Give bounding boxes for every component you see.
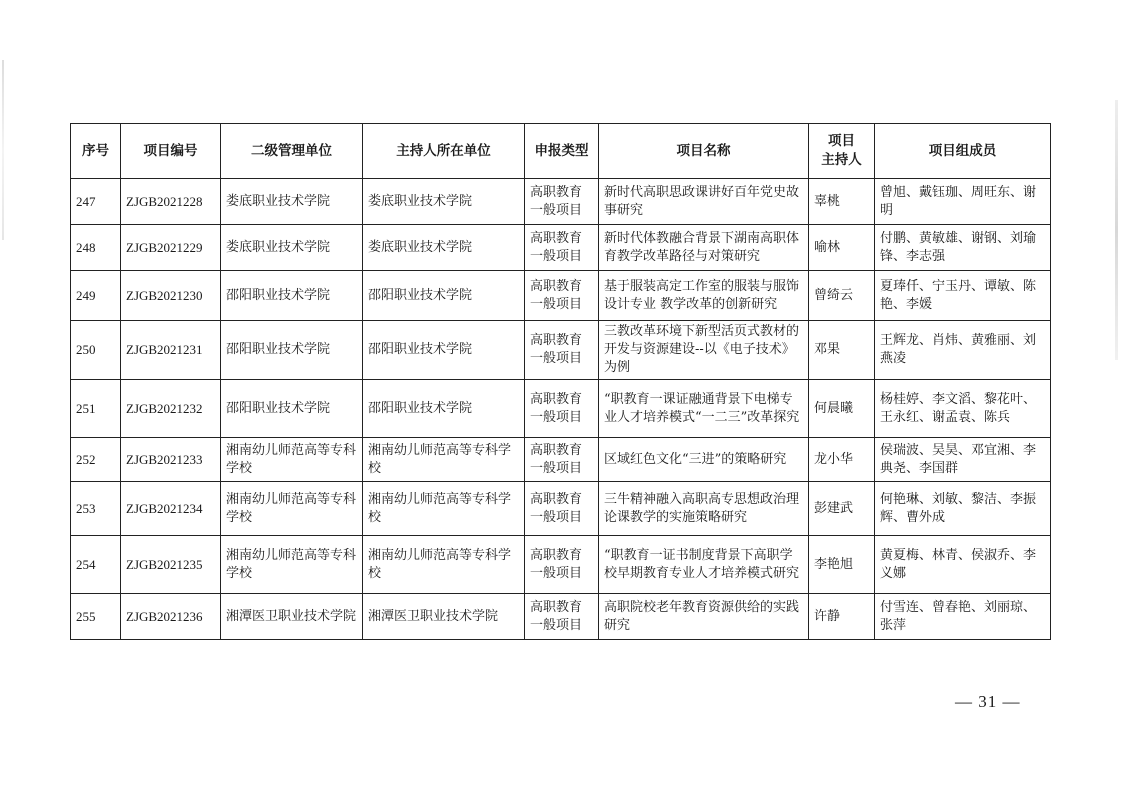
cell-code: ZJGB2021231 xyxy=(121,321,221,380)
cell-code: ZJGB2021235 xyxy=(121,536,221,594)
cell-members: 黄夏梅、林青、侯淑乔、李义娜 xyxy=(875,536,1051,594)
table-row xyxy=(71,225,1051,271)
cell-no: 252 xyxy=(71,438,121,482)
header-unit: 二级管理单位 xyxy=(221,124,363,179)
cell-members: 曾旭、戴钰珈、周旺东、谢明 xyxy=(875,179,1051,225)
cell-unit: 湘潭医卫职业技术学院 xyxy=(221,594,363,640)
cell-host: 许静 xyxy=(809,594,875,640)
cell-code: ZJGB2021236 xyxy=(121,594,221,640)
cell-type: 高职教育 一般项目 xyxy=(525,438,599,482)
cell-title: 新时代体教融合背景下湖南高职体育教学改革路径与对策研究 xyxy=(599,225,809,271)
cell-host: 曾绮云 xyxy=(809,271,875,321)
cell-host: 李艳旭 xyxy=(809,536,875,594)
cell-host: 何晨曦 xyxy=(809,380,875,438)
header-code: 项目编号 xyxy=(121,124,221,179)
cell-code: ZJGB2021233 xyxy=(121,438,221,482)
scan-edge-left xyxy=(2,60,4,240)
cell-type: 高职教育 一般项目 xyxy=(525,380,599,438)
cell-no: 254 xyxy=(71,536,121,594)
cell-host-unit: 湘南幼儿师范高等专科学校 xyxy=(363,438,525,482)
header-type: 申报类型 xyxy=(525,124,599,179)
table-row xyxy=(71,536,1051,594)
cell-title: 基于服装高定工作室的服装与服饰设计专业 教学改革的创新研究 xyxy=(599,271,809,321)
cell-type: 高职教育 一般项目 xyxy=(525,594,599,640)
cell-host-unit: 邵阳职业技术学院 xyxy=(363,321,525,380)
cell-no: 253 xyxy=(71,482,121,536)
table-row xyxy=(71,321,1051,380)
cell-title: 三教改革环境下新型活页式教材的开发与资源建设--以《电子技术》为例 xyxy=(599,321,809,380)
cell-host: 喻林 xyxy=(809,225,875,271)
cell-members: 付鹏、黄敏雄、谢钢、刘瑜锋、李志强 xyxy=(875,225,1051,271)
cell-host: 辜桃 xyxy=(809,179,875,225)
cell-unit: 娄底职业技术学院 xyxy=(221,179,363,225)
cell-type: 高职教育 一般项目 xyxy=(525,482,599,536)
project-roster-table xyxy=(70,123,1051,640)
cell-type: 高职教育 一般项目 xyxy=(525,271,599,321)
cell-unit: 娄底职业技术学院 xyxy=(221,225,363,271)
table-row xyxy=(71,482,1051,536)
cell-title: 三牛精神融入高职高专思想政治理论课教学的实施策略研究 xyxy=(599,482,809,536)
cell-members: 何艳琳、刘敏、黎洁、李振辉、曹外成 xyxy=(875,482,1051,536)
table-body xyxy=(71,179,1051,640)
cell-type: 高职教育 一般项目 xyxy=(525,321,599,380)
cell-code: ZJGB2021229 xyxy=(121,225,221,271)
cell-host-unit: 湘潭医卫职业技术学院 xyxy=(363,594,525,640)
cell-code: ZJGB2021232 xyxy=(121,380,221,438)
table-row xyxy=(71,179,1051,225)
cell-host-unit: 娄底职业技术学院 xyxy=(363,225,525,271)
cell-no: 255 xyxy=(71,594,121,640)
header-host-unit: 主持人所在单位 xyxy=(363,124,525,179)
header-members: 项目组成员 xyxy=(875,124,1051,179)
cell-host: 邓果 xyxy=(809,321,875,380)
cell-type: 高职教育 一般项目 xyxy=(525,179,599,225)
table-row xyxy=(71,438,1051,482)
cell-unit: 邵阳职业技术学院 xyxy=(221,321,363,380)
cell-code: ZJGB2021228 xyxy=(121,179,221,225)
page-number: — 31 — xyxy=(955,692,1021,711)
table-row xyxy=(71,594,1051,640)
cell-no: 249 xyxy=(71,271,121,321)
cell-host-unit: 邵阳职业技术学院 xyxy=(363,380,525,438)
cell-unit: 湘南幼儿师范高等专科学校 xyxy=(221,536,363,594)
scan-edge-right xyxy=(1115,100,1118,360)
cell-members: 付雪连、曾春艳、刘丽琼、张萍 xyxy=(875,594,1051,640)
cell-host-unit: 湘南幼儿师范高等专科学校 xyxy=(363,536,525,594)
cell-host-unit: 湘南幼儿师范高等专科学校 xyxy=(363,482,525,536)
cell-unit: 湘南幼儿师范高等专科学校 xyxy=(221,438,363,482)
header-no: 序号 xyxy=(71,124,121,179)
cell-members: 杨桂婷、李文滔、黎花叶、王永红、谢孟袁、陈兵 xyxy=(875,380,1051,438)
cell-type: 高职教育 一般项目 xyxy=(525,536,599,594)
cell-title: “职教育一课证融通背景下电梯专业人才培养模式“一二三”改革探究 xyxy=(599,380,809,438)
table-row xyxy=(71,271,1051,321)
cell-no: 250 xyxy=(71,321,121,380)
cell-title: 高职院校老年教育资源供给的实践研究 xyxy=(599,594,809,640)
cell-host: 龙小华 xyxy=(809,438,875,482)
header-title: 项目名称 xyxy=(599,124,809,179)
header-host: 项目 主持人 xyxy=(809,124,875,179)
cell-host: 彭建武 xyxy=(809,482,875,536)
cell-unit: 邵阳职业技术学院 xyxy=(221,380,363,438)
cell-members: 王辉龙、肖炜、黄雅丽、刘燕凌 xyxy=(875,321,1051,380)
cell-type: 高职教育 一般项目 xyxy=(525,225,599,271)
cell-title: 新时代高职思政课讲好百年党史故事研究 xyxy=(599,179,809,225)
cell-no: 248 xyxy=(71,225,121,271)
table-row xyxy=(71,380,1051,438)
cell-host-unit: 娄底职业技术学院 xyxy=(363,179,525,225)
cell-title: “职教育一证书制度背景下高职学校早期教育专业人才培养模式研究 xyxy=(599,536,809,594)
cell-code: ZJGB2021230 xyxy=(121,271,221,321)
cell-members: 夏琫仟、宁玉丹、谭敏、陈艳、李媛 xyxy=(875,271,1051,321)
table-header-row xyxy=(71,124,1051,179)
cell-no: 251 xyxy=(71,380,121,438)
cell-host-unit: 邵阳职业技术学院 xyxy=(363,271,525,321)
cell-title: 区域红色文化“三进”的策略研究 xyxy=(599,438,809,482)
cell-unit: 邵阳职业技术学院 xyxy=(221,271,363,321)
cell-unit: 湘南幼儿师范高等专科学校 xyxy=(221,482,363,536)
cell-code: ZJGB2021234 xyxy=(121,482,221,536)
cell-members: 侯瑞波、吴昊、邓宜湘、李典尧、李国群 xyxy=(875,438,1051,482)
cell-no: 247 xyxy=(71,179,121,225)
